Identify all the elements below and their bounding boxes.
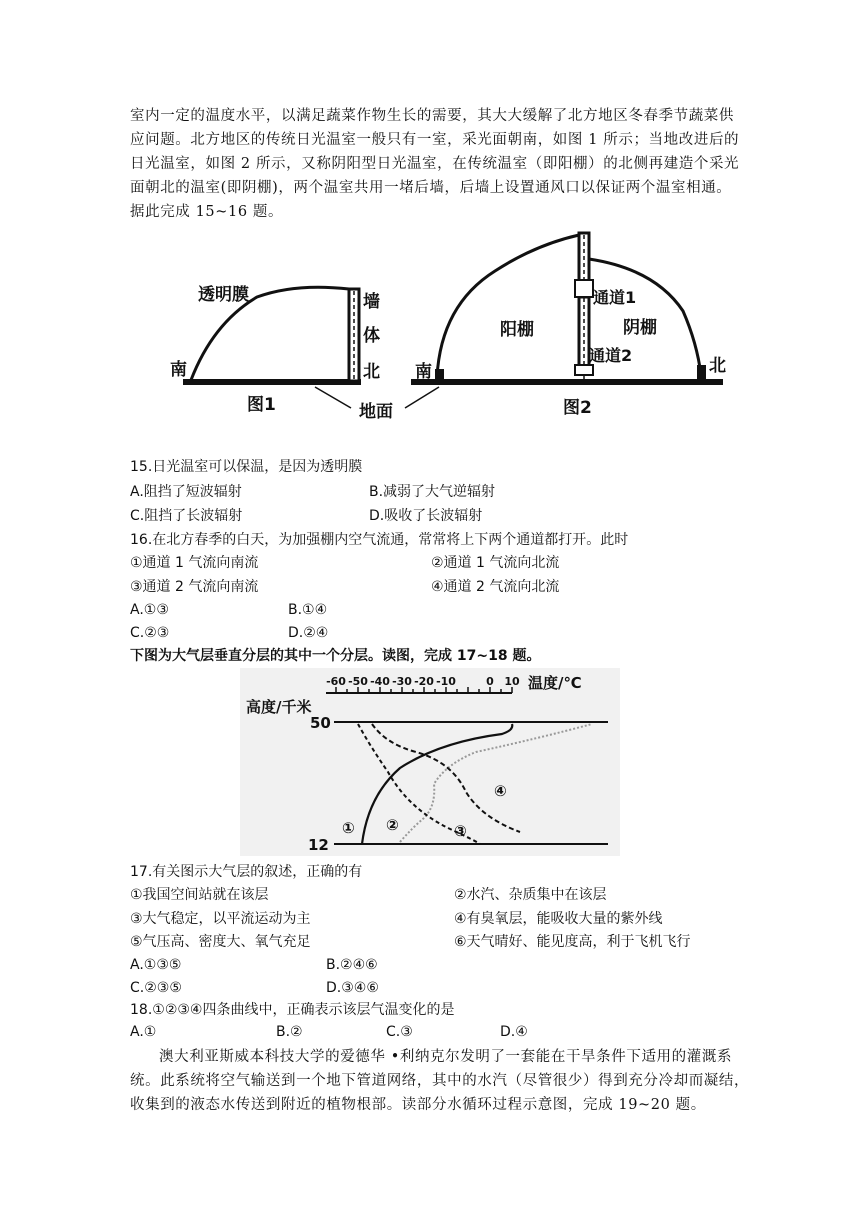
fig1-north-label: 北 (363, 362, 380, 382)
tick-label: 10 (504, 675, 520, 688)
temperature-axis-label: 温度/℃ (528, 674, 582, 692)
q15-option-c: C.阻挡了长波辐射 (130, 508, 243, 524)
curve-label-1: ① (342, 819, 355, 837)
tick-label: -30 (392, 675, 412, 688)
channel-1-label: 通道1 (593, 288, 637, 307)
q16-stem: 16.在北方春季的白天，为加强棚内空气流通，常常将上下两个通道都打开。此时 (130, 532, 629, 548)
q17-statement-2: ②水汽、杂质集中在该层 (454, 887, 607, 903)
q15-option-a: A.阻挡了短波辐射 (130, 484, 242, 500)
q17-intro: 下图为大气层垂直分层的其中一个分层。读图，完成 17~18 题。 (130, 648, 541, 664)
channel-2-vent (575, 365, 593, 375)
fig1-caption: 图1 (247, 395, 276, 415)
q16-statement-2: ②通道 1 气流向北流 (431, 555, 560, 571)
tick-label: -50 (348, 675, 368, 688)
fig1-film-label: 透明膜 (198, 285, 249, 305)
fig1-wall-label-1: 墙 (363, 292, 380, 312)
q17-option-c: C.②③⑤ (130, 980, 182, 996)
q18-option-c: C.③ (386, 1024, 413, 1040)
q16-option-d: D.②④ (288, 625, 329, 641)
para2-line-1: 澳大利亚斯威本科技大学的爱德华 •利纳克尔发明了一套能在干旱条件下适用的灌溉系 (159, 1049, 733, 1065)
q16-option-a: A.①③ (130, 602, 169, 618)
channel-2-label: 通道2 (589, 346, 633, 365)
q17-option-d: D.③④⑥ (326, 980, 379, 996)
curve-label-2: ② (386, 816, 399, 834)
tick-label: -60 (326, 675, 346, 688)
q17-statement-3: ③大气稳定，以平流运动为主 (130, 911, 311, 927)
tick-label: -10 (436, 675, 456, 688)
ground-leader-right (405, 387, 439, 408)
q15-stem: 15.日光温室可以保温，是因为透明膜 (130, 459, 363, 475)
q17-statement-5: ⑤气压高、密度大、氧气充足 (130, 934, 311, 950)
fig1-wall-label-2: 体 (363, 326, 380, 346)
para2-line-2: 统。此系统将空气输送到一个地下管道网络，其中的水汽（尽管很少）得到充分冷却而凝结， (130, 1073, 750, 1089)
fig2-north-label: 北 (709, 356, 726, 376)
intro-line-5: 据此完成 15~16 题。 (130, 204, 284, 220)
q17-option-b: B.②④⑥ (326, 957, 378, 973)
ground-label: 地面 (359, 402, 393, 422)
curve-label-4: ④ (494, 782, 507, 800)
q16-statement-4: ④通道 2 气流向北流 (431, 579, 560, 595)
q17-statement-1: ①我国空间站就在该层 (130, 887, 269, 903)
tick-label: -40 (370, 675, 390, 688)
fig1-south-label: 南 (170, 360, 187, 380)
fig2-caption: 图2 (563, 398, 592, 418)
tick-label: 0 (486, 675, 494, 688)
q17-statement-4: ④有臭氧层，能吸收大量的紫外线 (454, 911, 663, 927)
ground-leader-left (315, 387, 351, 408)
q17-stem: 17.有关图示大气层的叙述，正确的有 (130, 864, 363, 880)
channel-1-vent (575, 280, 593, 297)
fig2-south-label: 南 (415, 362, 432, 382)
tick-label: -20 (414, 675, 434, 688)
q16-statement-3: ③通道 2 气流向南流 (130, 579, 259, 595)
q18-option-d: D.④ (500, 1024, 528, 1040)
q16-option-b: B.①④ (288, 602, 328, 618)
intro-line-2: 应问题。北方地区的传统日光温室一般只有一室，采光面朝南，如图 1 所示；当地改进后的 (130, 132, 740, 148)
q17-statement-6: ⑥天气晴好、能见度高，利于飞机飞行 (454, 934, 691, 950)
para2-line-3: 收集到的液态水传送到附近的植物根部。读部分水循环过程示意图，完成 19~20 题。 (130, 1097, 706, 1113)
height-axis-label: 高度/千米 (246, 698, 312, 716)
q18-stem: 18.①②③④四条曲线中，正确表示该层气温变化的是 (130, 1002, 455, 1018)
q18-option-b: B.② (276, 1024, 303, 1040)
height-12-label: 12 (308, 836, 329, 854)
intro-line-1: 室内一定的温度水平，以满足蔬菜作物生长的需要，其大大缓解了北方地区冬春季节蔬菜供 (130, 108, 734, 124)
q17-option-a: A.①③⑤ (130, 957, 182, 973)
greenhouse-figure (165, 225, 745, 430)
curve-label-3: ③ (454, 822, 467, 840)
q15-option-d: D.吸收了长波辐射 (369, 508, 483, 524)
height-50-label: 50 (310, 714, 331, 732)
intro-line-4: 面朝北的温室(即阴棚)，两个温室共用一堵后墙，后墙上设置通风口以保证两个温室相通。 (130, 180, 732, 196)
q16-option-c: C.②③ (130, 625, 170, 641)
q18-option-a: A.① (130, 1024, 157, 1040)
q16-statement-1: ①通道 1 气流向南流 (130, 555, 259, 571)
q15-option-b: B.减弱了大气逆辐射 (369, 484, 496, 500)
yang-shed-curve (437, 235, 579, 377)
yang-shed-label: 阳棚 (500, 320, 534, 340)
intro-line-3: 日光温室，如图 2 所示，又称阴阳型日光温室，在传统温室（即阳棚）的北侧再建造个采光 (130, 156, 740, 172)
atmosphere-figure (240, 668, 620, 856)
yin-shed-label: 阴棚 (623, 318, 657, 338)
